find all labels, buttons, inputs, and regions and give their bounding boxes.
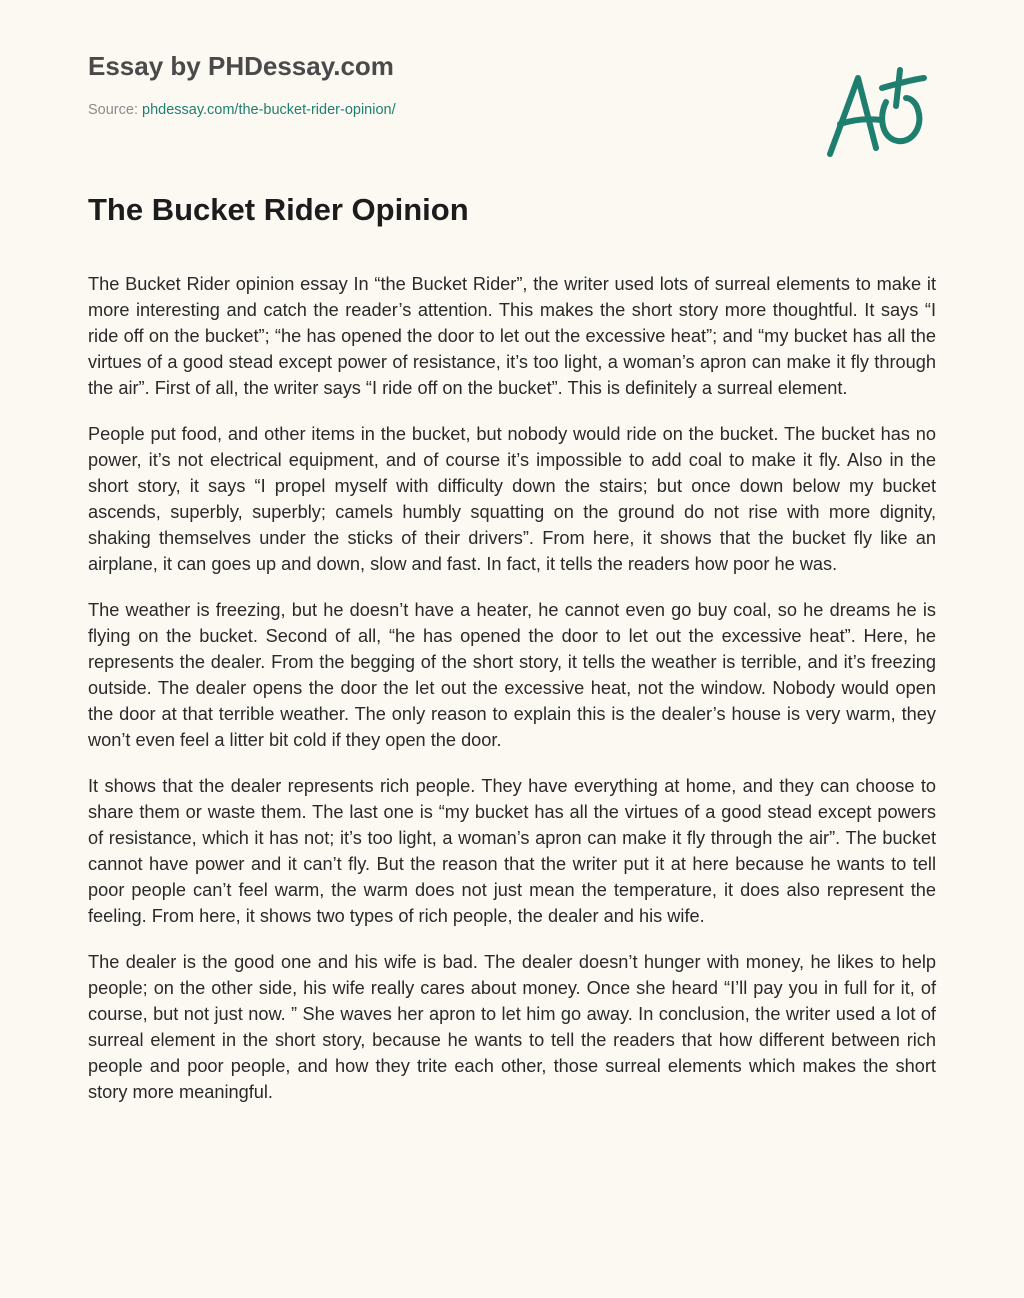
- essay-paragraph: People put food, and other items in the bucket, but nobody would ride on the bucket. The bucket has no power, it’s not electrical equipment, and of course it’s impossible to add coal to make it fly. Also in the short story, it says “I propel myself with difficulty down the stairs; but once down below my bucket ascends, superbly, superbly; camels humbly squatting on the ground do not rise with more dignity, shaking themselves under the sticks of their drivers”. From here, it shows that the bucket fly like an airplane, it can goes up and down, slow and fast. In fact, it tells the readers how poor he was.: [88, 424, 936, 574]
- essay-body: [88, 271, 936, 1125]
- essay-paragraph: It shows that the dealer represents rich people. They have everything at home, and they can choose to share them or waste them. The last one is “my bucket has all the virtues of a good stead except powers of resistance, which it has not; it’s too light, a woman’s apron can make it fly through the air”. The bucket cannot have power and it can’t fly. But the reason that the writer put it at here because he wants to tell poor people can’t feel warm, the warm does not just mean the temperature, it does also represent the feeling. From here, it shows two types of rich people, the dealer and his wife.: [88, 776, 936, 926]
- a-plus-logo-icon: [820, 62, 930, 162]
- source-link[interactable]: phdessay.com/the-bucket-rider-opinion/: [142, 102, 396, 118]
- essay-paragraph: The Bucket Rider opinion essay In “the Bucket Rider”, the writer used lots of surreal elements to make it more interesting and catch the reader’s attention. This makes the short story more thoughtful. It says “I ride off on the bucket”; “he has opened the door to let out the excessive heat”; and “my bucket has all the virtues of a good stead except power of resistance, it’s too light, a woman’s apron can make it fly through the air”. First of all, the writer says “I ride off on the bucket”. This is definitely a surreal element.: [88, 274, 936, 398]
- source-line: [88, 100, 396, 120]
- essay-paragraph: The dealer is the good one and his wife is bad. The dealer doesn’t hunger with money, he likes to help people; on the other side, his wife really cares about money. Once she heard “I’ll pay you in full for it, of course, but not just now. ” She waves her apron to let him go away. In conclusion, the writer used a lot of surreal element in the short story, because he wants to tell the readers that how different between rich people and poor people, and how they trite each other, those surreal elements which makes the short story more meaningful.: [88, 952, 936, 1102]
- essay-paragraph: The weather is freezing, but he doesn’t have a heater, he cannot even go buy coal, so he dreams he is flying on the bucket. Second of all, “he has opened the door to let out the excessive heat”. Here, he represents the dealer. From the begging of the short story, it tells the weather is terrible, and it’s freezing outside. The dealer opens the door the let out the excessive heat, not the window. Nobody would open the door at that terrible weather. The only reason to explain this is the dealer’s house is very warm, they won’t even feel a litter bit cold if they open the door.: [88, 600, 936, 750]
- site-title: Essay by PHDessay.com: [88, 51, 394, 81]
- source-label: Source:: [88, 102, 142, 118]
- page-title: The Bucket Rider Opinion: [88, 192, 469, 227]
